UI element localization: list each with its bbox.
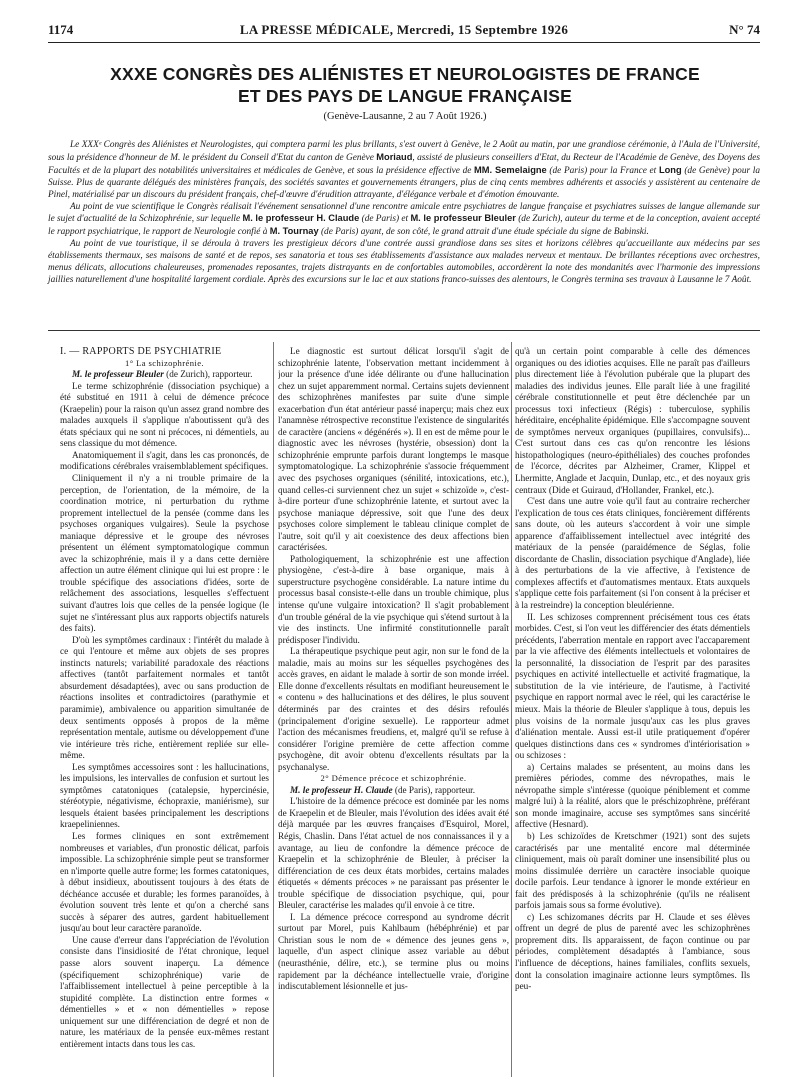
intro-block [48,140,760,287]
column-1 [60,346,269,1076]
column-2 [278,346,509,1076]
journal-header: LA PRESSE MÉDICALE, Mercredi, 15 Septembre 1926 [239,22,569,37]
body-paragraph: D'où les symptômes cardinaux : l'intérêt du malade à ce qui l'entoure et même aux objets de ses propres instincts naturels; variabilité paradoxale des réactions affectives (tantôt parfaitement normales et tantôt absurdement désadaptées), avec ou sans production de réactions insolites et contradictoires (parathymie et paramimie), ambivalence ou apparition simultanée de deux sentiments opposés à propos de la même représentation mentale, autisme ou développement d'une vie intérieure très riche, entièrement repliée sur elle-même. [60,634,269,761]
rapporteur-line: M. le professeur Bleuler (de Zurich), rapporteur. [72,369,253,380]
body-paragraph: La thérapeutique psychique peut agir, non sur le fond de la maladie, mais au moins sur les séquelles psychogènes des accès graves, en aidant le malade à sortir de son monde irréel. Elle donne d'excellents résultats en modifiant heureusement le « contenu » des hallucinations et des délires, le plus souvent déterminés par des craintes et des désirs refoulés (principalement d'origine sexuelle). Le rapporteur admet l'action des mécanismes freudiens, et, malgré qu'il se refuse à considérer l'origine première de cette affection comme psychogène, dit avoir obtenu d'excellents résultats par la psychanalyse. [278,646,509,772]
body-paragraph: a) Certains malades se présentent, au moins dans les premières périodes, comme des névropathes, mais le névropathe simple s'intéresse (quoique péniblement et comme malgré lui) à la réalité, alors que le préschizophrène, préférant son monde imaginaire, accuse ses symptômes sans sincérité affective (Hesnard). [515,761,750,830]
title-line-2: ET DES PAYS DE LANGUE FRANÇAISE [238,86,572,106]
article-title [60,63,750,107]
body-paragraph: Pathologiquement, la schizophrénie est une affection physiogène, c'est-à-dire à base organique, mais à superstructure psychogène considérable. La nature intime du processus basal consiste-t-elle dans un trouble chimique, plus intense qu'une vulgaire intoxication? Il s'agit probablement d'un trouble général de la vie psychique qui s'étend surtout à la vie des instincts. Une infirmité constitutionnelle paraît prédisposer l'individu. [278,553,509,645]
body-paragraph: Les formes cliniques en sont extrêmement nombreuses et variables, d'un pronostic délicat, parfois impossible. La schizophrénie simple peut se transformer en n'importe quelle autre forme; les formes catatoniques, à début insidieux, aboutissent toujours à des états de déchéance accusée et durable; les formes paranoïdes, à évolution souvent très lente et qu'on a cherché sans succès à séparer des autres, gardent habituellement jusqu'au bout leur caractère paranoïde. [60,830,269,934]
body-paragraph: Le diagnostic est surtout délicat lorsqu'il s'agit de schizophrénie latente, l'observation mettant incidemment à jour la présence d'une idée délirante ou d'une hallucination chez un sujet apparemment normal. Certains sujets deviennent des schizophrènes manifestes par suite d'une simple exacerbation d'un état antérieur passé inaperçu; mais chez eux l'anamnèse rétrospective reconstitue l'existence de singularités de caractère (anciens « dégénérés »). Il en est de même pour le diagnostic avec les névroses (hystérie, obsession) dont la schizophrénie emprunte parfois durant longtemps le masque symptomatologique. La schizophrénie s'associe fréquemment avec des psychoses organiques (sénilité, intoxications, etc.), quand celles-ci surviennent chez un sujet « schizoïde », c'est-à-dire porteur d'une schizophrénie latente, et surtout avec la psychose maniaque dépressive, soit que l'une des deux psychoses colore simplement le tableau clinique complet de l'autre, soit qu'il y ait coexistence des deux affections bien caractérisées. [278,346,509,553]
body-paragraph: I. La démence précoce correspond au syndrome décrit surtout par Morel, puis Kahlbaum (hébéphrénie) et par Christian sous le nom de « démence des jeunes gens », laquelle, d'un aspect clinique assez variable au début (neurasthénie, délire, etc.), se termine plus ou moins rapidement par la déchéance intellectuelle vraie, d'origine indiscutablement lésionnelle et jus- [278,911,509,992]
column-3 [515,346,750,1076]
section-heading: I. — RAPPORTS DE PSYCHIATRIE [60,346,222,357]
intro-paragraph: Le XXXᵉ Congrès des Aliénistes et Neurologistes, qui comptera parmi les plus brillants, s'est ouvert à Genève, le 2 Août au matin, par une grandiose cérémonie, à l'Aula de l'Université, sous la présidence d'honneur de M. le président du Conseil d'Etat du canton de Genève Moriaud, assisté de plusieurs conseillers d'Etat, du Recteur de l'Académie de Genève, des Doyens des Facultés et de la plupart des notabilités universitaires et médicales de Genève, et sous la présidence effective de MM. Semelaigne (de Paris) pour la France et Long (de Genève) pour la Suisse. Plus de quarante délégués des ministères français, des sociétés savantes et gouvernements étrangers, plus de cinq cents membres adhérents et associés y assistèrent au centenaire de Pinel, matérialisé par un discours du président français, chef-d'œuvre d'érudition attrayante, d'élégance verbale et d'émotion émouvante. [48,140,760,200]
article-subtitle: (Genève-Lausanne, 2 au 7 Août 1926.) [323,111,487,122]
body-paragraph: C'est dans une autre voie qu'il faut au contraire rechercher l'explication de tous ces états cliniques, foncièrement différents sans doute, où les auteurs s'accordent à voir une simple apparence d'affaiblissement intellectuel avec intégrité des matériaux de la pensée (paraidémence de Séglas, folie discordante de Chaslin, dissociation psychique d'Anglade), liée à des perturbations de la vie affective, à l'existence de complexes affectifs et d'automatismes mentaux. Etats auxquels s'applique cette fois parfaitement (si l'on consent à la préciser et à la restreindre) la conception bleulérienne. [515,496,750,611]
body-paragraph: Anatomiquement il s'agit, dans les cas prononcés, de modifications cérébrales vraisemblablement spécifiques. [60,449,269,472]
column-rule [511,342,512,1077]
intro-paragraph: Au point de vue scientifique le Congrès réalisait l'événement sensationnel d'une rencontre amicale entre psychiatres de langue française et psychiatres suisses de langue allemande sur le sujet d'actualité de la Schizophrénie, sur lequelle M. le professeur H. Claude (de Paris) et M. le professeur Bleuler (de Zurich), auteur du terme et de la conception, avaient accepté le rapport psychiatrique, le rapport de Neurologie confié à M. Tournay (de Paris) ayant, de son côté, le grand attrait d'une étude spéciale du signe de Babinski. [48,201,760,238]
body-paragraph: L'histoire de la démence précoce est dominée par les noms de Kraepelin et de Bleuler, mais l'évolution des idées avait été déjà marquée par les œuvres françaises d'Esquirol, Morel, Régis, Chaslin. Dans l'état actuel de nos connaissances il y a avantage, au lieu de confondre la démence précoce de Kraepelin et la schizophrénie de Bleuler, à préciser la différenciation de ces deux états morbides, certains malades étiquetés « déments précoces » ne paraissant pas présenter le trouble spécifique de dissociation psychique, qui, pour Bleuler, caractérise les malades qu'il envoie à ce titre. [278,796,509,911]
header-rule [48,42,760,43]
subsection-heading: 2° Démence précoce et schizophrénie. [320,773,467,784]
body-paragraph: b) Les schizoïdes de Kretschmer (1921) sont des sujets caractérisés par une mentalité encore mal déterminée cliniquement, mais où paraît dominer une insensibilité plus ou moins dissimulée derrière un caractère insociable quoique docile parfois. Leur tendance à ignorer le monde extérieur en fait des prédisposés à la schizophrénie (qu'ils ne réalisent parfois jamais sous sa forme évolutive). [515,830,750,911]
title-line-1: XXXE CONGRÈS DES ALIÉNISTES ET NEUROLOGISTES DE FRANCE [110,64,700,84]
page-number: 1174 [48,22,74,37]
body-paragraph: Une cause d'erreur dans l'appréciation de l'évolution consiste dans l'insidiosité de l'état chronique, lequel passe alors souvent inaperçu. La démence (spécifiquement schizophrénique) varie de l'affaiblissement intellectuel à peine perceptible à la stupidité complète. La distinction entre formes « démentielles » et « non démentielles » repose uniquement sur une différenciation de degré et non de nature, les matériaux de la pensée eux-mêmes restant entièrement intacts dans tous les cas. [60,934,269,1049]
running-head [48,22,760,40]
column-rule [273,342,274,1077]
body-paragraph: Les symptômes accessoires sont : les hallucinations, les impulsions, les intervalles de confusion et surtout les symptômes catatoniques (catalepsie, hypercinésie, stéréotypie, négativisme, échopraxie, maniérisme), sur lesquels étaient basées principalement les descriptions kraepeliniennes. [60,761,269,830]
section-separator [48,330,760,331]
body-paragraph: Le terme schizophrénie (dissociation psychique) a été substitué en 1911 à celui de démence précoce (Kraepelin) pour la raison qu'un assez grand nombre des malades auxquels il s'applique n'aboutissent qu'à des états spéciaux qui ne sont ni précoces, ni démentiels, au sens classique du mot démence. [60,380,269,449]
rapporteur-line: M. le professeur H. Claude (de Paris), rapporteur. [290,784,476,795]
body-paragraph: Cliniquement il n'y a ni trouble primaire de la perception, de l'orientation, de la mémoire, de la coordination motrice, ni perturbation du rythme proprement intellectuel de la pensée (comme dans les psychoses organiques vulgaires). Seule la psychose maniaque dépressive et le groupe des névroses présentent un élément symptomatologique commun avec la schizophrénie, mais il y a dans cette dernière affection un autre élément clinique qui lui est propre : le trouble spécifique des associations d'idées, sorte de relâchement des associations, lesquelles s'effectuent suivant d'autres lois que celles de la pensée logique (le sujet ne s'intéressant plus aux rapports objectifs naturels des faits). [60,473,269,634]
intro-paragraph: Au point de vue touristique, il se déroula à travers les prestigieux décors d'une contrée aussi grandiose dans ses sites et horizons célèbres qu'accueillante aux médecins par ses établissements thermaux, ses maisons de santé et de repos, ses sanatoria et tous ses établissements d'assistance aux malades nerveux et mentaux. De brillantes réceptions avec orchestres, menus délicats, allocutions chaleureuses, promenades reposantes, trajets distrayants en de confortables automobiles, accordèrent la note des mondanités avec l'harmonie des impressions jaillies naturellement d'une hospitalité largement cordiale. Après des excursions sur le lac et aux stations franco-suisses des alentours, le Congrès termina ses travaux à Lausanne le 7 Août. [48,239,760,285]
issue-number: N° 74 [729,22,760,37]
body-paragraph: qu'à un certain point comparable à celle des démences organiques ou des idioties acquises. Elle ne paraît pas d'ailleurs plus directement liée à l'évolution pubérale que la plupart des maladies des individus jeunes. Elle paraît liée à une fragilité cérébrale constitutionnelle et peut être déclenchée par un processus toxi infectieux (Régis) : tuberculose, syphilis héréditaire, encéphalite épidémique. Elle s'accompagne souvent de symptômes nerveux organiques (pupillaires, convulsifs)... C'est surtout dans ces cas qu'on rencontre les lésions histopathologiques (neuro-épithéliales) des couches profondes de l'écorce, décrites par Alzheimer, Cramer, Klippel et Lhermitte, Anglade et Jacquin, Dunlap, etc., et des noyaux gris centraux (Dide et Guiraud, d'Hollander, Frankel, etc.). [515,346,750,495]
subsection-heading: 1° La schizophrénie. [125,357,204,368]
body-paragraph: c) Les schizomanes décrits par H. Claude et ses élèves offrent un degré de plus de parenté avec les schizophrènes proprement dits. Ils apparaissent, de façon continue ou par périodes, complètement désadaptés à l'ambiance, sous l'influence de déceptions, haines familiales, conflits sexuels, dont la consolation imaginaire actionne leurs symptômes. Ils peu- [515,911,750,992]
body-paragraph: II. Les schizoses comprennent précisément tous ces états morbides. C'est, si l'on veut les différencier des états démentiels précédents, l'aberration mentale en rapport avec l'accaparement par la vie affective des éléments intellectuels et volontaires de la personnalité, la dissociation de l'esprit par des parasites psychiques en activité intellectuelle et activité fragmatique, la substitution de la vie intérieure, de l'autisme, à l'activité psychique en rapport normal avec le réel, qui les caractérise le mieux. Mais la théorie de Bleuler s'applique à tous, depuis les plus voisins de la normale jusqu'aux cas les plus graves d'aliénation mentale. Aussi est-il utile pratiquement d'opérer quelques distinctions dans ces « syndromes d'intériorisation » ou schizoses : [515,611,750,761]
